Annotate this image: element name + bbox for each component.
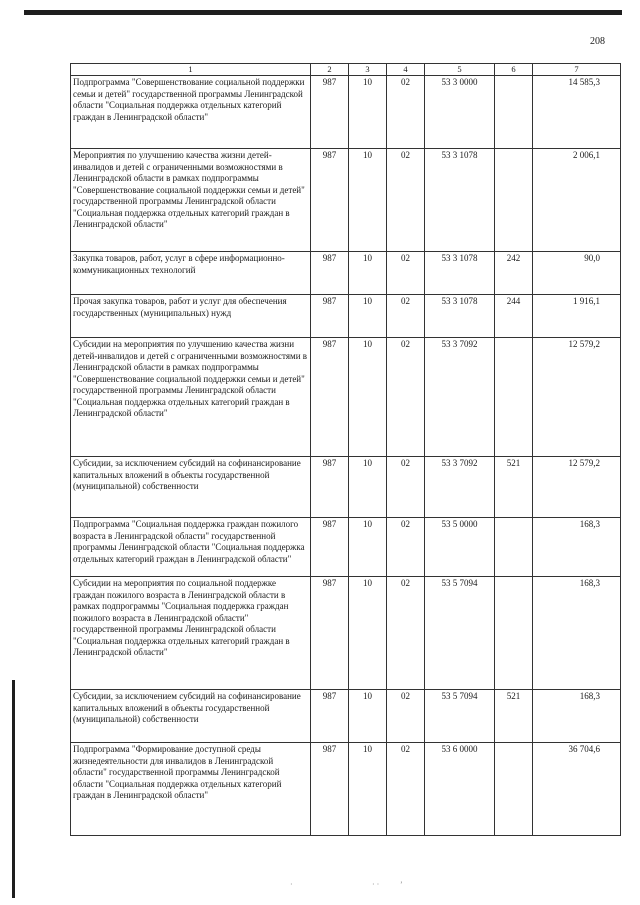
row-admin-code: 987 (311, 457, 349, 518)
row-amount: 14 585,3 (533, 76, 621, 149)
row-description: Субсидии, за исключением субсидий на софинансирование капитальных вложений в объекты государственной (муниципальной) собственности (71, 690, 311, 743)
row-admin-code: 987 (311, 577, 349, 690)
table-row (71, 518, 621, 577)
row-target-article: 53 3 1078 (425, 295, 495, 338)
header-cell: 3 (349, 64, 387, 76)
row-amount: 90,0 (533, 252, 621, 295)
row-admin-code: 987 (311, 518, 349, 577)
header-cell: 5 (425, 64, 495, 76)
row-admin-code: 987 (311, 295, 349, 338)
row-subsection: 02 (387, 338, 425, 457)
row-admin-code: 987 (311, 252, 349, 295)
row-admin-code: 987 (311, 690, 349, 743)
row-expense-type (495, 76, 533, 149)
scan-mark: ʼ (400, 880, 403, 889)
row-target-article: 53 3 7092 (425, 338, 495, 457)
header-cell: 1 (71, 64, 311, 76)
page-number: 208 (590, 36, 605, 47)
row-admin-code: 987 (311, 76, 349, 149)
row-subsection: 02 (387, 743, 425, 836)
budget-table (70, 63, 621, 836)
row-subsection: 02 (387, 252, 425, 295)
row-expense-type: 242 (495, 252, 533, 295)
row-target-article: 53 3 7092 (425, 457, 495, 518)
margin-rule (12, 680, 15, 898)
row-description: Субсидии, за исключением субсидий на софинансирование капитальных вложений в объекты государственной (муниципальной) собственности (71, 457, 311, 518)
table-body (71, 64, 621, 836)
row-expense-type: 521 (495, 690, 533, 743)
table-row (71, 295, 621, 338)
row-section: 10 (349, 76, 387, 149)
row-target-article: 53 5 0000 (425, 518, 495, 577)
row-expense-type (495, 577, 533, 690)
header-cell: 7 (533, 64, 621, 76)
row-expense-type (495, 338, 533, 457)
header-cell: 6 (495, 64, 533, 76)
table-row (71, 252, 621, 295)
row-description: Подпрограмма "Социальная поддержка граждан пожилого возраста в Ленинградской области" государственной программы Ленинградской области "Социальная поддержка отдельных категорий граждан в Ленинградской области" (71, 518, 311, 577)
row-section: 10 (349, 743, 387, 836)
header-cell: 2 (311, 64, 349, 76)
row-section: 10 (349, 457, 387, 518)
row-subsection: 02 (387, 577, 425, 690)
row-amount: 36 704,6 (533, 743, 621, 836)
row-subsection: 02 (387, 295, 425, 338)
row-amount: 168,3 (533, 690, 621, 743)
row-section: 10 (349, 252, 387, 295)
top-rule (24, 10, 622, 15)
row-subsection: 02 (387, 149, 425, 252)
table-row (71, 743, 621, 836)
row-subsection: 02 (387, 690, 425, 743)
table-header-row (71, 64, 621, 76)
row-target-article: 53 5 7094 (425, 577, 495, 690)
row-expense-type (495, 743, 533, 836)
table-row (71, 577, 621, 690)
row-target-article: 53 5 7094 (425, 690, 495, 743)
row-amount: 1 916,1 (533, 295, 621, 338)
row-amount: 168,3 (533, 577, 621, 690)
row-amount: 168,3 (533, 518, 621, 577)
row-expense-type (495, 518, 533, 577)
row-subsection: 02 (387, 457, 425, 518)
row-subsection: 02 (387, 76, 425, 149)
table-row (71, 338, 621, 457)
row-amount: 12 579,2 (533, 338, 621, 457)
row-admin-code: 987 (311, 743, 349, 836)
row-target-article: 53 3 0000 (425, 76, 495, 149)
row-description: Мероприятия по улучшению качества жизни детей-инвалидов и детей с ограниченными возможностями в Ленинградской области в рамках подпрограммы "Совершенствование социальной поддержки семьи и детей" государственной программы Ленинградской области "Социальная поддержка отдельных категорий граждан в Ленинградской области" (71, 149, 311, 252)
row-target-article: 53 3 1078 (425, 252, 495, 295)
row-target-article: 53 6 0000 (425, 743, 495, 836)
row-section: 10 (349, 295, 387, 338)
row-admin-code: 987 (311, 149, 349, 252)
scan-mark: · (290, 880, 293, 889)
row-section: 10 (349, 149, 387, 252)
row-amount: 2 006,1 (533, 149, 621, 252)
row-section: 10 (349, 518, 387, 577)
row-expense-type (495, 149, 533, 252)
table-row (71, 149, 621, 252)
row-description: Субсидии на мероприятия по социальной поддержке граждан пожилого возраста в Ленинградской области в рамках подпрограммы "Социальная поддержка граждан пожилого возраста в Ленинградской области" государственной программы Ленинградской области "Социальная поддержка отдельных категорий граждан в Ленинградской области" (71, 577, 311, 690)
row-description: Подпрограмма "Формирование доступной среды жизнедеятельности для инвалидов в Ленинградской области" государственной программы Ленинградской области "Социальная поддержка отдельных категорий граждан в Ленинградской области" (71, 743, 311, 836)
table-row (71, 76, 621, 149)
row-description: Прочая закупка товаров, работ и услуг для обеспечения государственных (муниципальных) нужд (71, 295, 311, 338)
row-description: Закупка товаров, работ, услуг в сфере информационно-коммуникационных технологий (71, 252, 311, 295)
row-description: Подпрограмма "Совершенствование социальной поддержки семьи и детей" государственной программы Ленинградской области "Социальная поддержка отдельных категорий граждан в Ленинградской области" (71, 76, 311, 149)
table-row (71, 457, 621, 518)
row-section: 10 (349, 690, 387, 743)
row-section: 10 (349, 338, 387, 457)
row-section: 10 (349, 577, 387, 690)
scan-mark: · · (372, 880, 380, 889)
table-row (71, 690, 621, 743)
row-description: Субсидии на мероприятия по улучшению качества жизни детей-инвалидов и детей с ограниченными возможностями в Ленинградской области в рамках подпрограммы "Совершенствование социальной поддержки семьи и детей" государственной программы Ленинградской области "Социальная поддержка отдельных категорий граждан в Ленинградской области" (71, 338, 311, 457)
row-expense-type: 521 (495, 457, 533, 518)
row-target-article: 53 3 1078 (425, 149, 495, 252)
row-subsection: 02 (387, 518, 425, 577)
header-cell: 4 (387, 64, 425, 76)
row-expense-type: 244 (495, 295, 533, 338)
row-amount: 12 579,2 (533, 457, 621, 518)
row-admin-code: 987 (311, 338, 349, 457)
